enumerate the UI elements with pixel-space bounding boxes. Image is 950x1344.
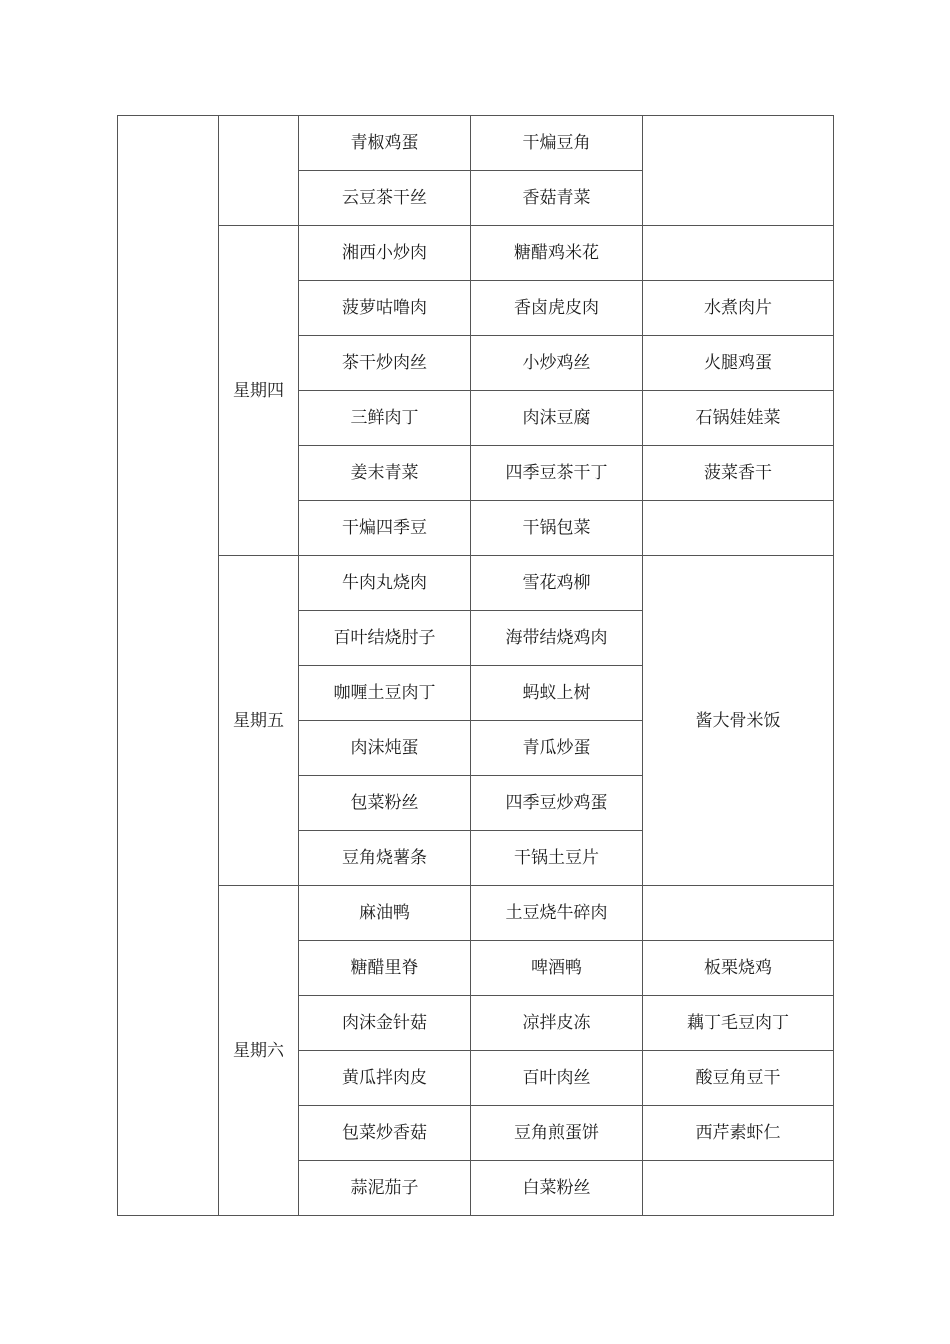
dish-cell: 酸豆角豆干 <box>643 1051 834 1106</box>
dish-cell: 藕丁毛豆肉丁 <box>643 996 834 1051</box>
category-cell <box>118 116 219 1216</box>
dish-cell: 土豆烧牛碎肉 <box>471 886 643 941</box>
dish-cell: 干锅包菜 <box>471 501 643 556</box>
dish-cell: 水煮肉片 <box>643 281 834 336</box>
day-cell <box>219 116 299 226</box>
dish-cell: 茶干炒肉丝 <box>299 336 471 391</box>
dish-cell: 豆角烧薯条 <box>299 831 471 886</box>
dish-cell: 姜末青菜 <box>299 446 471 501</box>
dish-cell-merged <box>643 116 834 226</box>
table-row <box>118 556 834 611</box>
dish-cell: 香卤虎皮肉 <box>471 281 643 336</box>
dish-cell: 雪花鸡柳 <box>471 556 643 611</box>
dish-cell: 香菇青菜 <box>471 171 643 226</box>
dish-cell: 牛肉丸烧肉 <box>299 556 471 611</box>
dish-cell: 云豆茶干丝 <box>299 171 471 226</box>
dish-cell: 白菜粉丝 <box>471 1161 643 1216</box>
dish-cell: 菠菜香干 <box>643 446 834 501</box>
dish-cell: 豆角煎蛋饼 <box>471 1106 643 1161</box>
dish-cell: 三鲜肉丁 <box>299 391 471 446</box>
dish-cell: 肉沫炖蛋 <box>299 721 471 776</box>
dish-cell: 西芹素虾仁 <box>643 1106 834 1161</box>
dish-cell: 蚂蚁上树 <box>471 666 643 721</box>
dish-cell: 四季豆炒鸡蛋 <box>471 776 643 831</box>
dish-cell: 干煸四季豆 <box>299 501 471 556</box>
dish-cell: 小炒鸡丝 <box>471 336 643 391</box>
dish-cell <box>643 226 834 281</box>
dish-cell: 菠萝咕噜肉 <box>299 281 471 336</box>
dish-cell: 百叶肉丝 <box>471 1051 643 1106</box>
dish-cell: 海带结烧鸡肉 <box>471 611 643 666</box>
dish-cell: 啤酒鸭 <box>471 941 643 996</box>
table-row <box>118 116 834 171</box>
menu-table <box>117 115 834 1216</box>
dish-cell: 蒜泥茄子 <box>299 1161 471 1216</box>
dish-cell <box>643 1161 834 1216</box>
day-cell: 星期四 <box>219 226 299 556</box>
dish-cell: 板栗烧鸡 <box>643 941 834 996</box>
dish-cell-merged: 酱大骨米饭 <box>643 556 834 886</box>
dish-cell <box>643 886 834 941</box>
dish-cell: 湘西小炒肉 <box>299 226 471 281</box>
dish-cell: 干锅土豆片 <box>471 831 643 886</box>
dish-cell: 青瓜炒蛋 <box>471 721 643 776</box>
dish-cell: 凉拌皮冻 <box>471 996 643 1051</box>
dish-cell: 青椒鸡蛋 <box>299 116 471 171</box>
menu-table-body <box>118 116 834 1216</box>
dish-cell: 肉沫豆腐 <box>471 391 643 446</box>
table-row <box>118 226 834 281</box>
dish-cell: 糖醋鸡米花 <box>471 226 643 281</box>
table-row <box>118 886 834 941</box>
dish-cell: 咖喱土豆肉丁 <box>299 666 471 721</box>
day-cell: 星期六 <box>219 886 299 1216</box>
dish-cell: 火腿鸡蛋 <box>643 336 834 391</box>
dish-cell: 黄瓜拌肉皮 <box>299 1051 471 1106</box>
dish-cell: 麻油鸭 <box>299 886 471 941</box>
day-cell: 星期五 <box>219 556 299 886</box>
dish-cell: 干煸豆角 <box>471 116 643 171</box>
dish-cell: 包菜粉丝 <box>299 776 471 831</box>
dish-cell: 石锅娃娃菜 <box>643 391 834 446</box>
dish-cell: 糖醋里脊 <box>299 941 471 996</box>
dish-cell <box>643 501 834 556</box>
dish-cell: 四季豆茶干丁 <box>471 446 643 501</box>
dish-cell: 百叶结烧肘子 <box>299 611 471 666</box>
dish-cell: 包菜炒香菇 <box>299 1106 471 1161</box>
dish-cell: 肉沫金针菇 <box>299 996 471 1051</box>
